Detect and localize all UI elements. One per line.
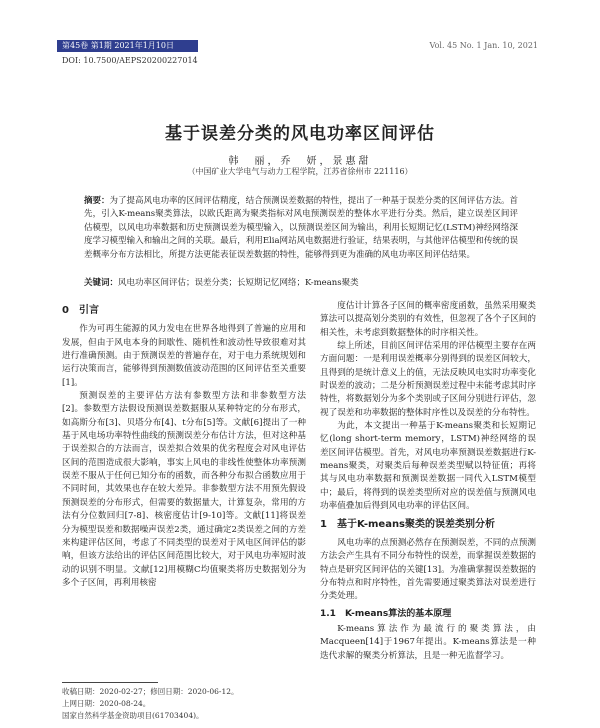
keywords-label: 关键词： <box>84 278 119 288</box>
footnotes <box>62 686 306 722</box>
left-column <box>62 300 306 590</box>
section-1-heading: 1 基于K-means聚类的误差类别分析 <box>320 518 496 530</box>
paragraph: 风电功率的点预测必然存在预测误差，不同的点预测方法会产生具有不同分布特性的误差，而掌握误差数据的特点是研究区间评估的关键[13]。为准确掌握误差数据的分布特点和时序特性，首先需要通过聚类算法对误差进行分类处理。 <box>320 537 536 602</box>
fund-info: 国家自然科学基金资助项目(61703404)。 <box>62 711 204 720</box>
paragraph: 预测误差的主要评估方法有参数型方法和非参数型方法[2]。参数型方法假设预测误差数据服从某种特定的分布形式，如高斯分布[3]、贝塔分布[4]、t分布[5]等。文献[6]提出了一种基于风电场功率特性曲线的预测误差分布估计方法，但对这种基于误差拟合的方法而言，误差拟合效果的优劣程度会对风电评估区间的范围造成很大影响，事实上风电的非线性使整体功率预测误差不服从于任何已知分布的函数，而各种分布拟合函数应用于不同时间，其效果也存在较大差异。非参数型方法不用预先假设预测误差的分布形式，但需要的数据量大，计算复杂，常用的方法有分位数回归[7-8]、核密度估计[9-10]等。文献[11]将误差分为模型误差和数据噪声误差2类，通过确定2类误差之间的方差来构建评估区间，考虑了不同类型的误差对于风电区间评估的影响，但该方法给出的评估区间范围比较大，对于风电功率短时波动的识别不明显。文献[12]用模糊C均值聚类将历史数据划分为多个子区间，再利用核密 <box>62 391 306 588</box>
footnote-divider <box>62 682 158 683</box>
online-date: 上网日期：2020-08-24。 <box>62 699 151 708</box>
keywords-text: 风电功率区间评估；误差分类；长短期记忆网络；K-means聚类 <box>118 278 359 288</box>
doi[interactable]: DOI: 10.7500/AEPS20200227014 <box>62 56 198 65</box>
paragraph: 为此，本文提出一种基于K-means聚类和长短期记忆(long short-term memory，LSTM)神经网络的误差区间评估模型。首先，对风电功率预测误差数据进行K-means聚类，对聚类后每种误差类型赋以特征值；再将其与风电功率数据和预测误差数据一同代入LSTM模型中；最后，将得到的误差类型所对应的误差值与预测风电功率值叠加后得到风电功率的评估区间。 <box>320 421 536 512</box>
right-column <box>320 300 536 663</box>
journal-info: Vol. 45 No. 1 Jan. 10, 2021 <box>429 41 538 50</box>
issue-label: 第45卷 第1期 2021年1月10日 <box>57 40 198 52</box>
abstract-label: 摘要： <box>84 196 110 206</box>
paragraph: K-means算法作为最流行的聚类算法，由Macqueen[14]于1967年提出。K-means算法是一种迭代求解的聚类分析算法，且是一种无监督学习。 <box>320 623 536 661</box>
keywords <box>84 277 518 290</box>
authors: 韩 丽，乔 妍，景惠甜 <box>228 156 372 167</box>
abstract-text: 为了提高风电功率的区间评估精度，结合预测误差数据的特性，提出了一种基于误差分类的区间评估方法。首先，引入K-means聚类算法，以欧氏距离为聚类指标对风电预测误差的整体水平进行分类。然后，建立误差区间评估模型，以风电功率数据和历史预测误差为模型输入，以预测误差区间为输出，利用长短期记忆(LSTM)神经网络深度学习模型输入和输出之间的关联。最后，利用Elia网站风电数据进行验证，结果表明，与其他评估模型和传统的误差概率分布方法相比，所提方法更能表征误差数据的特性，能够得到更为准确的风电功率区间评估结果。 <box>84 196 518 260</box>
section-0-heading: 0 引言 <box>62 305 99 316</box>
paper-title: 基于误差分类的风电功率区间评估 <box>165 124 435 144</box>
section-1-1-heading: 1.1 K-means算法的基本原理 <box>320 608 452 619</box>
paragraph: 作为可再生能源的风力发电在世界各地得到了普遍的应用和发展，但由于风电本身的间歇性、随机性和波动性导致很难对其进行准确预测。由于预测误差的普遍存在，对于电力系统规划和运行决策而言，能够得到预测数值波动范围的区间评估至关重要[1]。 <box>62 324 306 388</box>
affiliation: （中国矿业大学电气与动力工程学院，江苏省徐州市 221116） <box>187 167 413 176</box>
abstract <box>84 195 518 262</box>
paragraph: 综上所述，目前区间评估采用的评估模型主要存在两方面问题：一是利用误差概率分别得到的误差区间较大，且得到的是统计意义上的值，无法反映风电实时功率变化时误差的波动；二是分析预测误差过程中未能考虑其时序特性，将数据划分为多个类别或子区间分别进行评估，忽视了误差和功率数据的整体时序性以及误差的分布特性。 <box>320 341 536 418</box>
paragraph: 度估计计算各子区间的概率密度函数，虽然采用聚类算法可以提高划分类别的有效性，但忽视了各个子区间的相关性，未考虑到数据整体的时序相关性。 <box>320 301 536 338</box>
received-date: 收稿日期：2020-02-27；修回日期：2020-06-12。 <box>62 687 239 696</box>
